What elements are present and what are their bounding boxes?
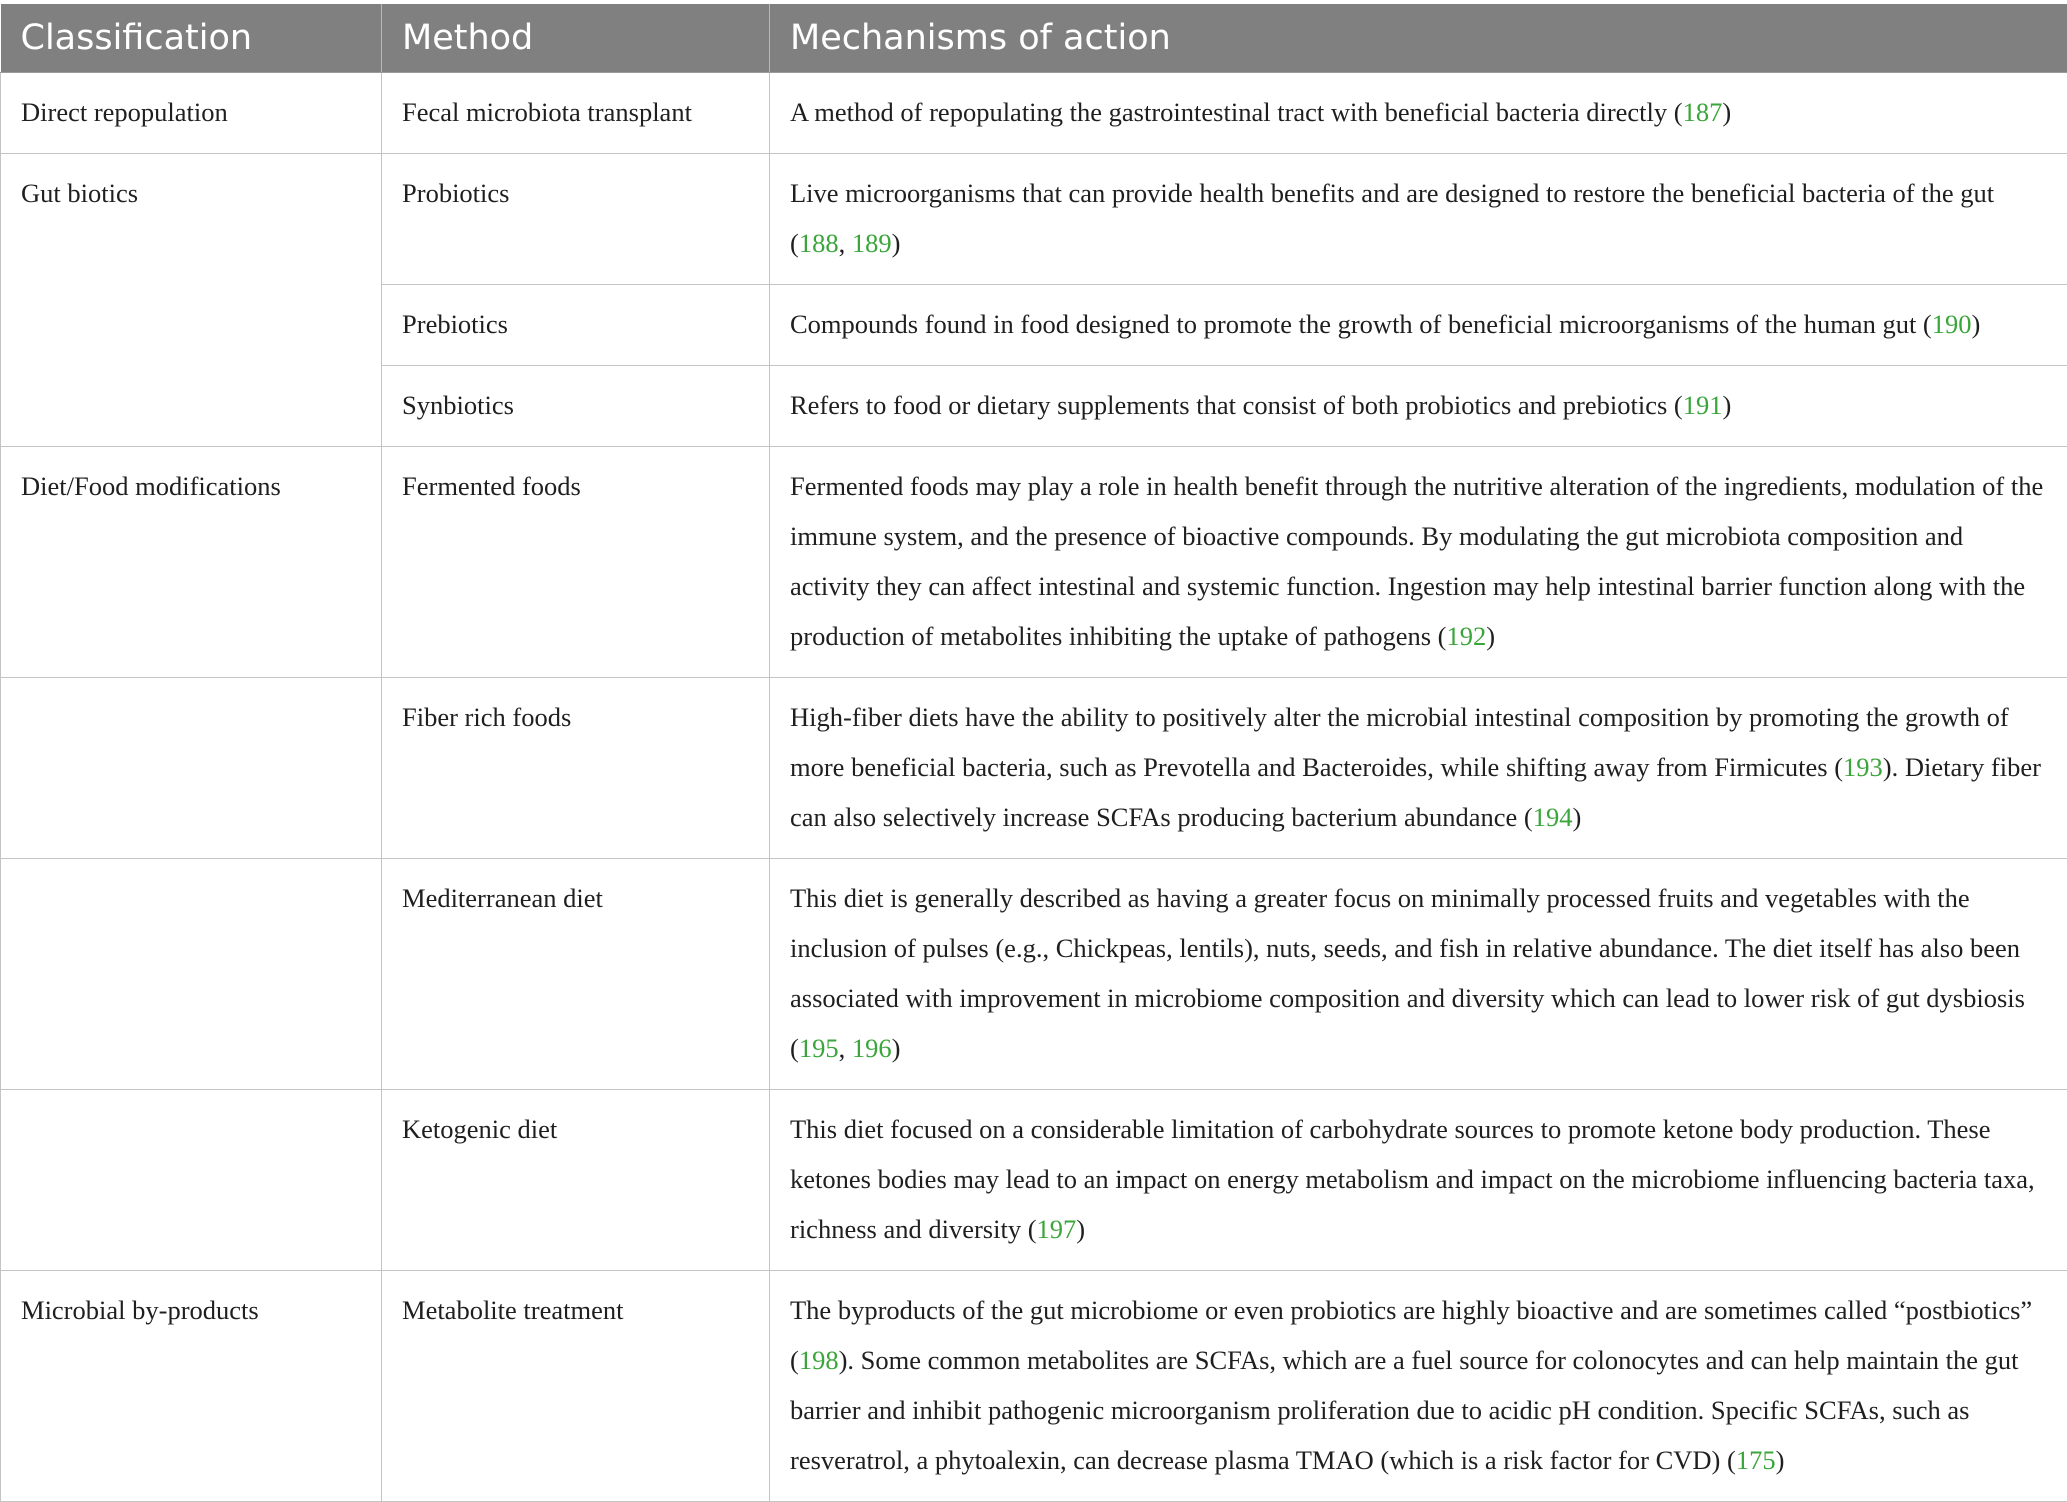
- table-row: [1, 678, 2067, 859]
- interventions-table: [0, 4, 2067, 1502]
- mechanism-text: ). Some common metabolites are SCFAs, which are a fuel source for colonocytes and can help maintain the gut barrier and inhibit pathogenic microorganism proliferation due to acidic pH condition. Specific SCFAs, such as resveratrol, a phytoalexin, can decrease plasma TMAO (which is a risk factor for CVD) (: [790, 1345, 2018, 1475]
- method-cell: Ketogenic diet: [382, 1090, 770, 1271]
- mechanism-text: ): [1972, 309, 1981, 339]
- reference-link[interactable]: 187: [1683, 97, 1723, 127]
- method-cell: Probiotics: [382, 154, 770, 285]
- header-classification: Classification: [1, 4, 382, 73]
- mechanism-text: ): [1076, 1214, 1085, 1244]
- reference-link[interactable]: 192: [1446, 621, 1486, 651]
- table-row: [1, 447, 2067, 678]
- reference-link[interactable]: 193: [1843, 752, 1883, 782]
- reference-link[interactable]: 194: [1533, 802, 1573, 832]
- classification-cell: Direct repopulation: [1, 73, 382, 154]
- table-row: [1, 154, 2067, 285]
- table-row: [1, 73, 2067, 154]
- reference-link[interactable]: 188: [799, 228, 839, 258]
- mechanism-text: ): [1722, 390, 1731, 420]
- table-row: [1, 366, 2067, 447]
- mechanism-text: ): [892, 1033, 901, 1063]
- header-row: [1, 4, 2067, 73]
- mechanism-text: ): [892, 228, 901, 258]
- reference-link[interactable]: 196: [852, 1033, 892, 1063]
- classification-cell: [1, 678, 382, 859]
- mechanism-text: A method of repopulating the gastrointestinal tract with beneficial bacteria directly (: [790, 97, 1683, 127]
- reference-link[interactable]: 191: [1683, 390, 1723, 420]
- mechanism-cell: [770, 447, 2067, 678]
- method-cell: Metabolite treatment: [382, 1271, 770, 1502]
- mechanism-text: Fermented foods may play a role in health benefit through the nutritive alteration of the ingredients, modulation of the immune system, and the presence of bioactive compounds. By modulating the gut microbiota composition and activity they can affect intestinal and systemic function. Ingestion may help intestinal barrier function along with the production of metabolites inhibiting the uptake of pathogens (: [790, 471, 2043, 651]
- mechanism-text: ,: [839, 228, 852, 258]
- mechanism-text: This diet focused on a considerable limitation of carbohydrate sources to promote ketone body production. These ketones bodies may lead to an impact on energy metabolism and impact on the microbiome influencing bacteria taxa, richness and diversity (: [790, 1114, 2035, 1244]
- method-cell: Fermented foods: [382, 447, 770, 678]
- table-row: [1, 859, 2067, 1090]
- method-cell: Prebiotics: [382, 285, 770, 366]
- mechanism-cell: [770, 678, 2067, 859]
- mechanism-text: ): [1776, 1445, 1785, 1475]
- reference-link[interactable]: 195: [799, 1033, 839, 1063]
- mechanism-text: ,: [839, 1033, 852, 1063]
- mechanism-text: ): [1722, 97, 1731, 127]
- classification-cell: Microbial by-products: [1, 1271, 382, 1502]
- mechanism-text: This diet is generally described as having a greater focus on minimally processed fruits and vegetables with the inclusion of pulses (e.g., Chickpeas, lentils), nuts, seeds, and fish in relative abundance. The diet itself has also been associated with improvement in microbiome composition and diversity which can lead to lower risk of gut dysbiosis (: [790, 883, 2025, 1063]
- reference-link[interactable]: 197: [1037, 1214, 1077, 1244]
- mechanism-text: ): [1486, 621, 1495, 651]
- classification-cell: [1, 285, 382, 366]
- mechanism-text: High-fiber diets have the ability to positively alter the microbial intestinal composition by promoting the growth of more beneficial bacteria, such as Prevotella and Bacteroides, while shifting away from Firmicutes (: [790, 702, 2009, 782]
- header-method: Method: [382, 4, 770, 73]
- classification-cell: [1, 859, 382, 1090]
- classification-cell: Gut biotics: [1, 154, 382, 285]
- reference-link[interactable]: 189: [852, 228, 892, 258]
- method-cell: Fecal microbiota transplant: [382, 73, 770, 154]
- mechanism-cell: [770, 1271, 2067, 1502]
- mechanism-text: The byproducts of the gut microbiome or even probiotics are highly bioactive and are sometimes called “postbiotics” (: [790, 1295, 2032, 1375]
- reference-link[interactable]: 198: [799, 1345, 839, 1375]
- mechanism-cell: [770, 73, 2067, 154]
- mechanism-cell: [770, 285, 2067, 366]
- mechanism-text: ): [1572, 802, 1581, 832]
- classification-cell: [1, 366, 382, 447]
- reference-link[interactable]: 175: [1736, 1445, 1776, 1475]
- reference-link[interactable]: 190: [1932, 309, 1972, 339]
- mechanism-cell: [770, 859, 2067, 1090]
- mechanism-cell: [770, 154, 2067, 285]
- method-cell: Mediterranean diet: [382, 859, 770, 1090]
- mechanism-text: Compounds found in food designed to promote the growth of beneficial microorganisms of the human gut (: [790, 309, 1932, 339]
- classification-cell: Diet/Food modifications: [1, 447, 382, 678]
- mechanism-text: ). Dietary fiber can also selectively increase SCFAs producing bacterium abundance (: [790, 752, 2041, 832]
- method-cell: Synbiotics: [382, 366, 770, 447]
- mechanism-cell: [770, 1090, 2067, 1271]
- mechanism-cell: [770, 366, 2067, 447]
- table-row: [1, 1271, 2067, 1502]
- table-row: [1, 285, 2067, 366]
- mechanism-text: Refers to food or dietary supplements that consist of both probiotics and prebiotics (: [790, 390, 1683, 420]
- classification-cell: [1, 1090, 382, 1271]
- mechanism-text: Live microorganisms that can provide health benefits and are designed to restore the beneficial bacteria of the gut (: [790, 178, 1994, 258]
- method-cell: Fiber rich foods: [382, 678, 770, 859]
- table-body: [1, 73, 2067, 1502]
- header-mechanisms: Mechanisms of action: [770, 4, 2067, 73]
- table-row: [1, 1090, 2067, 1271]
